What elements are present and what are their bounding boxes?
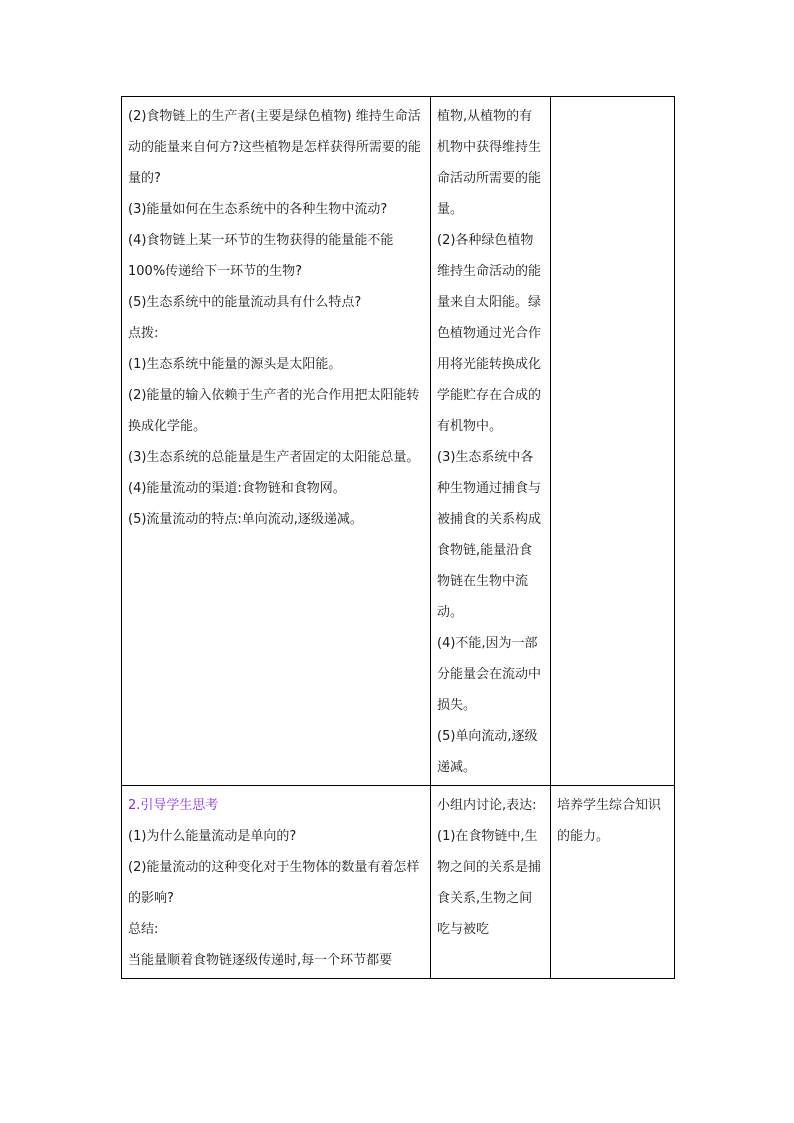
text-line: (4)不能,因为一部分能量会在流动中损失。: [437, 636, 542, 713]
text-line: (5)流量流动的特点:单向流动,逐级递减。: [128, 512, 363, 527]
table-row: [122, 786, 675, 979]
text-line: 小组内讨论,表达:: [437, 798, 537, 813]
text-line: (5)生态系统中的能量流动具有什么特点?: [128, 295, 362, 310]
text-line: 植物,从植物的有机物中获得维持生命活动所需要的能量。: [437, 109, 542, 217]
text-line: (5)单向流动,逐级递减。: [437, 729, 538, 775]
text-line: (2)食物链上的生产者(主要是绿色植物) 维持生命活动的能量来自何方?这些植物是怎样获得所需要的能量的?: [128, 109, 421, 186]
lesson-plan-table: [121, 96, 675, 979]
text-line: (1)在食物链中,生物之间的关系是捕食关系,生物之间吃与被吃: [437, 829, 542, 937]
teacher-activity-cell: [122, 786, 431, 979]
text-line: (4)能量流动的渠道:食物链和食物网。: [128, 481, 346, 496]
text-line: (3)生态系统的总能量是生产者固定的太阳能总量。: [128, 450, 420, 465]
section-heading: 2.引导学生思考: [128, 798, 219, 813]
design-intent-cell: [551, 786, 675, 979]
text-line: (2)能量的输入依赖于生产者的光合作用把太阳能转换成化学能。: [128, 388, 420, 434]
text-line: 总结:: [128, 922, 159, 937]
text-line: 点拨:: [128, 326, 159, 341]
text-line: 当能量顺着食物链逐级传递时,每一个环节都要: [128, 953, 393, 968]
student-activity-cell: [431, 786, 551, 979]
text-line: (1)生态系统中能量的源头是太阳能。: [128, 357, 342, 372]
text-line: (3)生态系统中各种生物通过捕食与被捕食的关系构成食物链,能量沿食物链在生物中流动。: [437, 450, 542, 620]
text-line: (2)各种绿色植物维持生命活动的能量来自太阳能。绿色植物通过光合作用将光能转换成化学能贮存在合成的有机物中。: [437, 233, 542, 434]
text-line: (3)能量如何在生态系统中的各种生物中流动?: [128, 202, 388, 217]
design-intent-cell: [551, 97, 675, 786]
text-line: (4)食物链上某一环节的生物获得的能量能不能100%传递给下一环节的生物?: [128, 233, 394, 279]
teacher-activity-cell: [122, 97, 431, 786]
table-row: [122, 97, 675, 786]
text-line: (1)为什么能量流动是单向的?: [128, 829, 297, 844]
text-line: 培养学生综合知识的能力。: [557, 798, 662, 844]
student-activity-cell: [431, 97, 551, 786]
text-line: (2)能量流动的这种变化对于生物体的数量有着怎样的影响?: [128, 860, 420, 906]
